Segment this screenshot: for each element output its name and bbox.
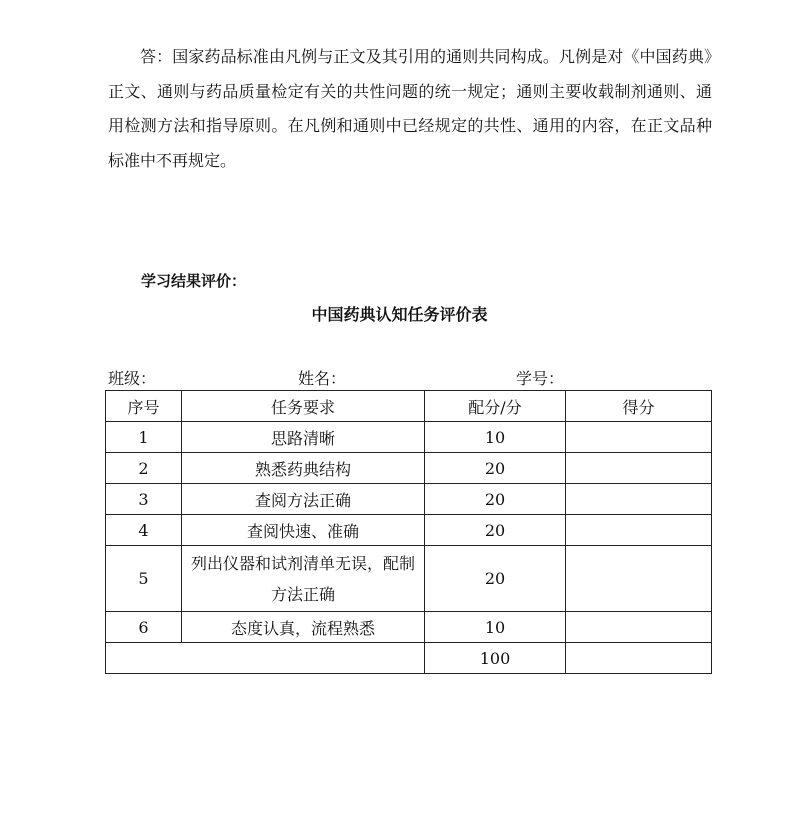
table-row — [106, 612, 712, 643]
row-no: 4 — [106, 515, 182, 546]
total-row — [106, 643, 712, 674]
row-no: 3 — [106, 484, 182, 515]
student-id-label: 学号： — [516, 369, 565, 388]
row-no: 6 — [106, 612, 182, 643]
row-task: 列出仪器和试剂清单无误，配制方法正确 — [182, 546, 425, 612]
total-label-cell — [106, 643, 425, 674]
answer-paragraph: 答：国家药品标准由凡例与正文及其引用的通则共同构成。凡例是对《中国药典》正文、通则与药品质量检定有关的共性问题的统一规定；通则主要收载制剂通则、通用检测方法和指导原则。在凡例和通则中已经规定的共性、通用的内容，在正文品种标准中不再规定。 — [108, 47, 712, 170]
row-score-cell[interactable] — [566, 484, 712, 515]
row-points: 20 — [425, 453, 566, 484]
name-label: 姓名： — [298, 369, 347, 388]
total-points: 100 — [425, 643, 566, 674]
table-row — [106, 515, 712, 546]
header-points: 配分/分 — [425, 391, 566, 422]
table-header-row — [106, 391, 712, 422]
row-task: 查阅快速、准确 — [182, 515, 425, 546]
row-score-cell[interactable] — [566, 422, 712, 453]
header-task: 任务要求 — [182, 391, 425, 422]
section-heading: 学习结果评价： — [141, 272, 247, 290]
evaluation-table — [105, 390, 712, 674]
table-row — [106, 422, 712, 453]
row-score-cell[interactable] — [566, 612, 712, 643]
row-task: 态度认真，流程熟悉 — [182, 612, 425, 643]
row-no: 1 — [106, 422, 182, 453]
row-points: 20 — [425, 515, 566, 546]
row-no: 5 — [106, 546, 182, 612]
total-score-cell[interactable] — [566, 643, 712, 674]
row-score-cell[interactable] — [566, 453, 712, 484]
row-task: 熟悉药典结构 — [182, 453, 425, 484]
table-row — [106, 453, 712, 484]
row-points: 10 — [425, 422, 566, 453]
row-task: 思路清晰 — [182, 422, 425, 453]
row-task: 查阅方法正确 — [182, 484, 425, 515]
table-row — [106, 484, 712, 515]
row-no: 2 — [106, 453, 182, 484]
table-row — [106, 546, 712, 612]
row-points: 20 — [425, 546, 566, 612]
table-title: 中国药典认知任务评价表 — [311, 305, 488, 324]
row-score-cell[interactable] — [566, 546, 712, 612]
header-no: 序号 — [106, 391, 182, 422]
class-label: 班级： — [108, 369, 157, 388]
row-score-cell[interactable] — [566, 515, 712, 546]
row-points: 10 — [425, 612, 566, 643]
row-points: 20 — [425, 484, 566, 515]
header-score: 得分 — [566, 391, 712, 422]
